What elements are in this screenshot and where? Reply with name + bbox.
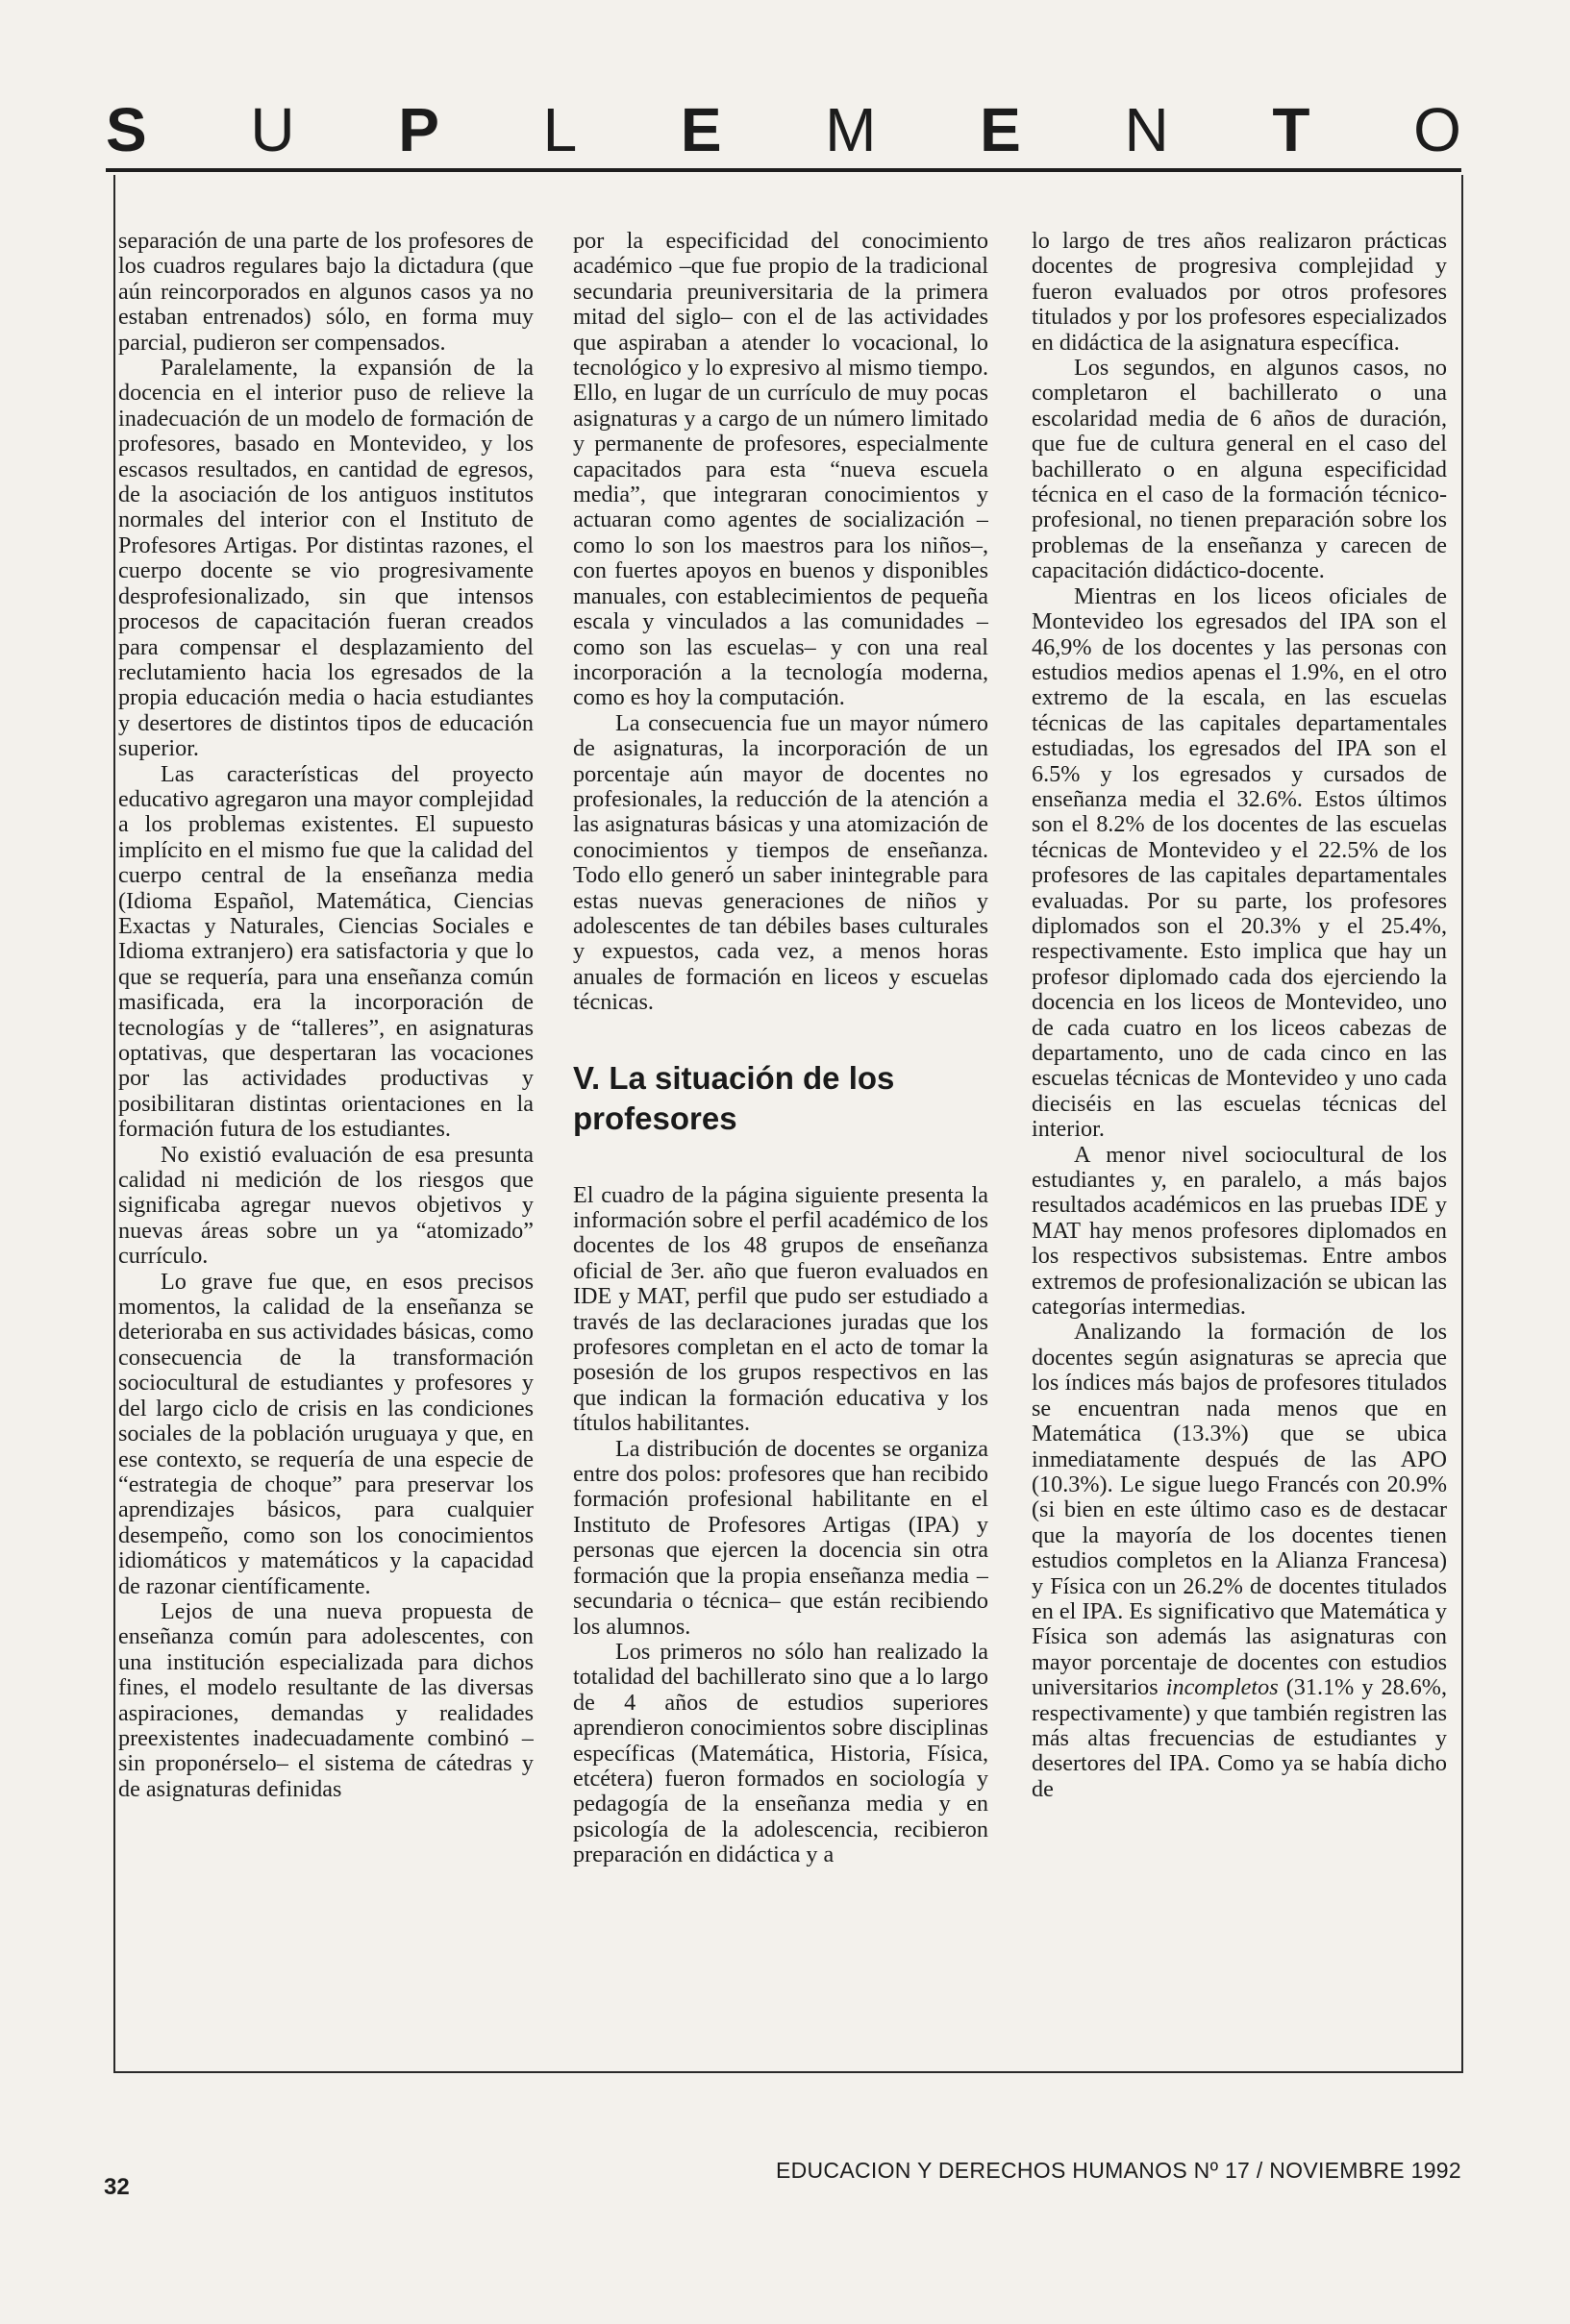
paragraph: A menor nivel sociocultural de los estudiantes y, en paralelo, a más bajos resultados académicos en las pruebas IDE y MAT hay menos profesores diplomados en los respectivos subsistemas. Entre ambos extremos de profesionalización se ubican las categorías intermedias. [1032, 1141, 1447, 1321]
paragraph: La distribución de docentes se organiza entre dos polos: profesores que han recibido formación profesional habilitante en el Instituto de Profesores Artigas (IPA) y personas que ejercen la docencia sin otra formación que la propia enseñanza media –secundaria o técnica– que están recibiendo los alumnos. [573, 1435, 988, 1640]
paragraph: La consecuencia fue un mayor número de asignaturas, la incorporación de un porcentaje aún mayor de docentes no profesionales, la reducción de la atención a las asignaturas básicas y una atomización de conocimientos y tiempos de enseñanza. Todo ello generó un saber inintegrable para estas nuevas generaciones de niños y adolescentes de tan débiles bases culturales y expuestos, cada vez, a menos horas anuales de formación en liceos y escuelas técnicas. [573, 709, 988, 1016]
supplement-banner [106, 96, 1461, 163]
paragraph: El cuadro de la página siguiente presenta la información sobre el perfil académico de los docentes de los 48 grupos de enseñanza oficial de 3er. año que fueron evaluados en IDE y MAT, perfil que pudo ser estudiado a través de las declaraciones juradas que los profesores completan en el acto de tomar la posesión de los grupos respectivos en las que indican la formación educativa y los títulos habilitantes. [573, 1181, 988, 1437]
banner-letter: P [398, 95, 439, 164]
paragraph: Las características del proyecto educativo agregaron una mayor complejidad a los problemas existentes. El supuesto implícito en el mismo fue que la calidad del cuerpo central de la enseñanza media (Idioma Español, Matemática, Ciencias Exactas y Naturales, Ciencias Sociales e Idioma extranjero) era satisfactoria y que lo que se requería, para una enseñanza común masificada, era la incorporación de tecnologías y de “talleres”, en asignaturas optativas, que despertaran las vocaciones por las actividades productivas y posibilitaran distintas orientaciones en la formación futura de los estudiantes. [118, 760, 534, 1143]
italic-word: incompletos [1165, 1674, 1279, 1701]
banner-letter: L [542, 95, 578, 164]
column-1 [118, 229, 534, 2055]
paragraph: Paralelamente, la expansión de la docencia en el interior puso de relieve la inadecuación de un modelo de formación de profesores, basado en Montevideo, y los escasos resultados, en cantidad de egresos, de la asociación de los antiguos institutos normales del interior con el Instituto de Profesores Artigas. Por distintas razones, el cuerpo docente se vio progresivamente desprofesionalizado, sin que intensos procesos de capacitación fueran creados para compensar el desplazamiento del reclutamiento hacia los egresados de la propia educación media o hacia estudiantes y desertores de distintos tipos de educación superior. [118, 355, 534, 762]
paragraph-text: (31.1% y 28.6%, respectivamente) y que también registren las más altas frecuencias de estudiantes y desertores del IPA. Como ya se había dicho de [1032, 1674, 1447, 1802]
paragraph: No existió evaluación de esa presunta calidad ni medición de los riesgos que significaba agregar nuevos objetivos y nuevas áreas sobre un ya “atomizado” currículo. [118, 1141, 534, 1270]
paragraph: Mientras en los liceos oficiales de Montevideo los egresados del IPA son el 46,9% de los docentes y las personas con estudios medios apenas el 1.9%, en el otro extremo de la escala, en las escuelas técnicas de las capitales departamentales estudiadas, los egresados del IPA son el 6.5% y los egresados y cursados de enseñanza media el 32.6%. Estos últimos son el 8.2% de los docentes de las escuelas técnicas de Montevideo y el 22.5% de los profesores de las capitales departamentales evaluadas. Por su parte, los profesores diplomados son el 20.3% y el 25.4%, respectivamente. Esto implica que hay un profesor diplomado cada dos ejerciendo la docencia en los liceos de Montevideo, uno de cada cuatro en los liceos cabezas de departamento, uno de cada cinco en las escuelas técnicas de Montevideo y uno cada dieciséis en las escuelas técnicas del interior. [1032, 582, 1447, 1143]
journal-footer: EDUCACION Y DERECHOS HUMANOS Nº 17 / NOVIEMBRE 1992 [775, 2158, 1461, 2183]
banner-letter: T [1272, 95, 1310, 164]
paragraph [1032, 1320, 1447, 1802]
banner-letter: O [1413, 95, 1461, 164]
paragraph: Lejos de una nueva propuesta de enseñanza común para adolescentes, con una institución especializada para dichos fines, el modelo resultante de las diversas aspiraciones, demandas y realidades preexistentes inadecuadamente combinó –sin proponérselo– el sistema de cátedras y de asignaturas definidas [118, 1597, 534, 1802]
banner-letter: U [250, 95, 295, 164]
paragraph: lo largo de tres años realizaron prácticas docentes de progresiva complejidad y fueron evaluados por otros profesores titulados y por los profesores especializados en didáctica de la asignatura específica. [1032, 229, 1447, 356]
column-2 [573, 229, 988, 2055]
page-number: 32 [104, 2174, 130, 2200]
paragraph: separación de una parte de los profesores de los cuadros regulares bajo la dictadura (que aún reincorporados en algunos casos ya no estaban entrenados) sólo, en forma muy parcial, pudieron ser compensados. [118, 229, 534, 356]
banner-letter: E [680, 95, 722, 164]
paragraph-text: Analizando la formación de los docentes según asignaturas se aprecia que los índices más bajos de profesores titulados se encuentran nada menos que en Matemática (13.3%) que se ubica inmediatamente después de las APO (10.3%). Le sigue luego Francés con 20.9% (si bien en este último caso es de destacar que la mayoría de los docentes tienen estudios completos en la Alianza Francesa) y Física con un 26.2% de docentes titulados en el IPA. Es significativo que Matemática y Física son además las asignaturas con mayor porcentaje de docentes con estudios universitarios [1032, 1319, 1447, 1701]
paragraph: Lo grave fue que, en esos precisos momentos, la calidad de la enseñanza se deterioraba en sus actividades básicas, como consecuencia de la transformación sociocultural de estudiantes y profesores y del largo ciclo de crisis en las condiciones sociales de la población uruguaya y que, en ese contexto, se requería de una especie de “estrategia de choque” para preservar los aprendizajes básicos, para cualquier desempeño, como son los conocimientos idiomáticos y matemáticos y la capacidad de razonar científicamente. [118, 1268, 534, 1599]
column-3 [1032, 229, 1447, 2055]
banner-letter: N [1124, 95, 1169, 164]
paragraph: por la especificidad del conocimiento académico –que fue propio de la tradicional secundaria preuniversitaria de la primera mitad del siglo– con el de las actividades que aspiraban a atender lo vocacional, lo tecnológico y lo expresivo al mismo tiempo. Ello, en lugar de un currículo de muy pocas asignaturas y a cargo de un número limitado y permanente de profesores, especialmente capacitados para esta “nueva escuela media”, que integraran conocimientos y actuaran como agentes de socialización –como lo son los maestros para los niños–, con fuertes apoyos en buenos y disponibles manuales, con establecimientos de pequeña escala y vinculados a las comunidades –como son las escuelas– y con una real incorporación a la tecnología moderna, como es hoy la computación. [573, 229, 988, 711]
banner-letter: E [980, 95, 1021, 164]
section-heading: V. La situación de los profesores [573, 1059, 895, 1136]
header-rule [106, 168, 1461, 172]
paragraph: Los segundos, en algunos casos, no completaron el bachillerato o una escolaridad media de 6 años de duración, que fue de cultura general en el caso del bachillerato o en alguna especificidad técnica en el caso de la formación técnico-profesional, no tienen preparación sobre los problemas de la enseñanza y carecen de capacitación didáctico-docente. [1032, 355, 1447, 584]
banner-letter: M [825, 95, 877, 164]
banner-letter: S [106, 95, 147, 164]
paragraph: Los primeros no sólo han realizado la totalidad del bachillerato sino que a lo largo de 4 años de estudios superiores aprendieron conocimientos sobre disciplinas específicas (Matemática, Historia, Física, etcétera) fueron formados en sociología y pedagogía de la enseñanza media y en psicología de la adolescencia, recibieron preparación en didáctica y a [573, 1638, 988, 1868]
